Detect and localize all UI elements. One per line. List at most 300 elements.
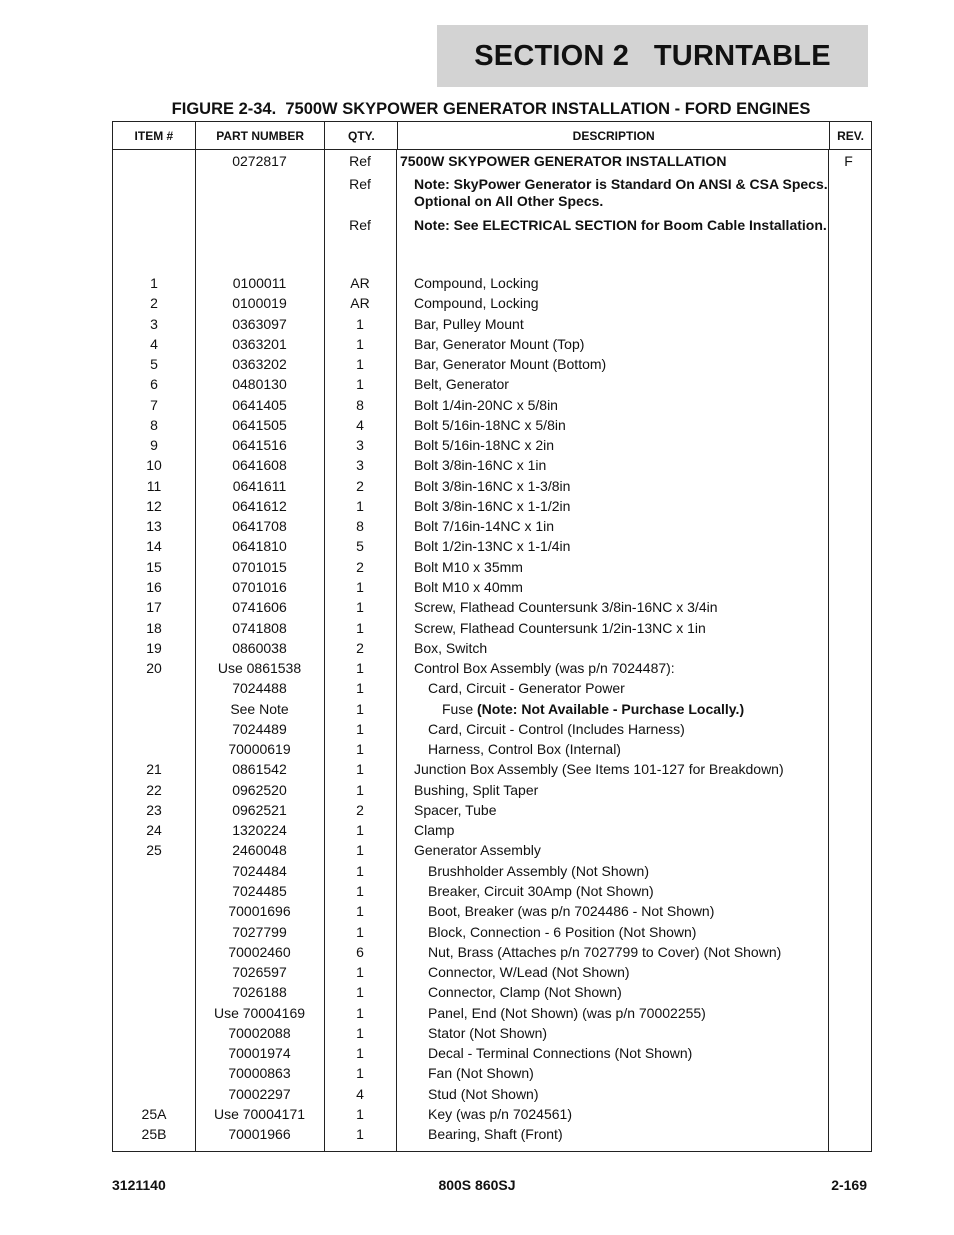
table-row <box>113 375 871 395</box>
cell-item: 4 <box>150 335 158 352</box>
cell-part-number: 70000619 <box>228 741 291 758</box>
description-text: Box, Switch <box>414 639 488 656</box>
cell-description <box>396 841 828 859</box>
cell-qty: 3 <box>356 437 364 454</box>
cell-description <box>396 274 828 292</box>
cell-part-number: Use 70004171 <box>213 1105 306 1122</box>
footer-document-number: 3121140 <box>112 1177 166 1193</box>
cell-part-number: 0641608 <box>232 457 287 474</box>
cell-qty: 1 <box>356 923 364 940</box>
description-text: Compound, Locking <box>414 275 539 291</box>
cell-qty: 6 <box>356 943 364 960</box>
cell-part-number: 0641708 <box>232 518 287 535</box>
table-row <box>113 659 871 679</box>
cell-rev <box>828 841 869 842</box>
table-row <box>113 862 871 882</box>
section-title: SECTION 2 TURNTABLE <box>474 39 831 72</box>
description-text: Bolt 5/16in-18NC x 2in <box>414 437 555 454</box>
description-text: Bar, Generator Mount (Top) <box>414 335 585 352</box>
cell-item <box>113 1004 195 1005</box>
table-row <box>113 578 871 598</box>
description-text: Bolt 1/4in-20NC x 5/8in <box>414 396 558 413</box>
cell-description <box>396 517 828 535</box>
cell-rev <box>828 176 869 214</box>
cell-item: 20 <box>146 660 162 677</box>
cell-rev <box>828 781 869 782</box>
cell-qty: 1 <box>356 984 364 1001</box>
cell-description <box>396 781 828 799</box>
cell-item <box>113 1024 195 1025</box>
cell-rev <box>828 355 869 356</box>
cell-item: 25A <box>141 1105 167 1122</box>
cell-part-number: 0100019 <box>232 295 287 312</box>
cell-part-number: 70001966 <box>228 1126 291 1143</box>
cell-part-number: 7024488 <box>232 680 287 697</box>
cell-rev <box>828 217 869 274</box>
cell-part-number: 7024484 <box>232 862 287 879</box>
cell-rev <box>828 375 869 376</box>
cell-part-number: 0363097 <box>232 315 287 332</box>
description-text: Breaker, Circuit 30Amp (Not Shown) <box>428 882 654 899</box>
cell-description <box>396 619 828 637</box>
cell-item <box>113 1064 195 1065</box>
table-row <box>113 497 871 517</box>
cell-item: 1 <box>150 275 158 291</box>
cell-rev <box>828 1125 869 1126</box>
description-text: Bushing, Split Taper <box>414 781 539 798</box>
cell-part-number: 7026188 <box>232 984 287 1001</box>
description-text: Clamp <box>414 822 455 839</box>
cell-qty: 1 <box>356 741 364 758</box>
description-text: Bar, Pulley Mount <box>414 315 524 332</box>
description-text: Bolt 1/2in-13NC x 1-1/4in <box>414 538 571 555</box>
description-text: Generator Assembly <box>414 842 541 859</box>
table-row <box>113 477 871 497</box>
cell-item: 19 <box>146 639 162 656</box>
cell-item <box>113 679 195 680</box>
cell-rev <box>828 497 869 498</box>
cell-rev <box>828 1044 869 1045</box>
cell-part-number: 0641611 <box>232 477 287 494</box>
cell-part-number: 70000863 <box>228 1065 291 1082</box>
cell-qty: 1 <box>356 903 364 920</box>
cell-part-number <box>195 217 324 274</box>
cell-description <box>396 1064 828 1082</box>
table-row <box>113 740 871 760</box>
cell-part-number: 0962520 <box>232 781 287 798</box>
cell-part-number <box>195 176 324 214</box>
cell-qty: 1 <box>356 842 364 859</box>
cell-rev <box>828 315 869 316</box>
cell-part-number: 0480130 <box>232 376 287 393</box>
cell-rev <box>828 578 869 579</box>
table-header <box>113 122 871 150</box>
cell-part-number: 0641505 <box>232 416 287 433</box>
cell-qty: 1 <box>356 578 364 595</box>
cell-item <box>113 963 195 964</box>
cell-description <box>396 943 828 961</box>
description-text: Compound, Locking <box>414 295 539 312</box>
cell-item <box>113 923 195 924</box>
cell-description <box>396 375 828 393</box>
cell-item: 25B <box>141 1126 167 1143</box>
cell-description <box>396 740 828 758</box>
cell-qty: 1 <box>356 619 364 636</box>
table-row <box>113 760 871 780</box>
cell-part-number: 70001696 <box>228 903 291 920</box>
description-text: Bolt 5/16in-18NC x 5/8in <box>414 416 566 433</box>
cell-rev <box>828 923 869 924</box>
table-row <box>113 315 871 335</box>
table-row <box>113 1044 871 1064</box>
cell-qty: 1 <box>356 335 364 352</box>
table-note-row <box>113 214 871 274</box>
cell-description <box>396 1085 828 1103</box>
cell-item: 9 <box>150 437 158 454</box>
table-row <box>113 456 871 476</box>
cell-rev <box>828 456 869 457</box>
cell-item: 16 <box>146 578 162 595</box>
description-text: Bolt M10 x 40mm <box>414 578 523 595</box>
figure-title: FIGURE 2-34. 7500W SKYPOWER GENERATOR INSTALLATION - FORD ENGINES <box>171 100 811 118</box>
cell-part-number: 0741606 <box>232 599 287 616</box>
cell-rev <box>828 294 869 295</box>
description-text: Bolt 3/8in-16NC x 1-3/8in <box>414 477 571 494</box>
description-text: Decal - Terminal Connections (Not Shown) <box>428 1045 693 1062</box>
cell-item <box>113 153 195 173</box>
cell-description <box>396 578 828 596</box>
table-row <box>113 335 871 355</box>
cell-part-number: 7024485 <box>232 882 287 899</box>
description-text: Boot, Breaker (was p/n 7024486 - Not Shown) <box>428 903 715 920</box>
table-row <box>113 1024 871 1044</box>
description-text: Card, Circuit - Control (Includes Harness) <box>428 720 685 737</box>
cell-description <box>396 639 828 657</box>
cell-description <box>396 598 828 616</box>
description-text: Connector, Clamp (Not Shown) <box>428 984 622 1001</box>
table-note-row <box>113 173 871 214</box>
cell-item: 12 <box>146 497 162 514</box>
cell-rev <box>828 1004 869 1005</box>
cell-description <box>396 700 828 718</box>
cell-rev <box>828 558 869 559</box>
table-row <box>113 294 871 314</box>
cell-description <box>396 963 828 981</box>
table-row <box>113 396 871 416</box>
cell-qty: 1 <box>356 822 364 839</box>
cell-description <box>396 355 828 373</box>
description-note: (Note: Not Available - Purchase Locally.) <box>477 700 745 717</box>
cell-description <box>396 902 828 920</box>
description-text: Connector, W/Lead (Not Shown) <box>428 964 630 981</box>
cell-item: 13 <box>146 518 162 535</box>
cell-rev <box>828 436 869 437</box>
cell-rev <box>828 416 869 417</box>
table-row <box>113 781 871 801</box>
description-text: Card, Circuit - Generator Power <box>428 680 625 697</box>
cell-rev <box>828 659 869 660</box>
cell-rev <box>828 477 869 478</box>
table-row <box>113 1004 871 1024</box>
cell-part-number: 0363201 <box>232 335 287 352</box>
cell-rev <box>828 801 869 802</box>
cell-item <box>113 217 195 274</box>
cell-rev <box>828 335 869 336</box>
cell-item: 11 <box>146 477 162 494</box>
cell-rev <box>828 943 869 944</box>
description-text: Bolt M10 x 35mm <box>414 558 523 575</box>
column-header-part-number: PART NUMBER <box>196 122 326 149</box>
cell-rev <box>828 274 869 275</box>
cell-qty: 1 <box>356 1065 364 1082</box>
cell-rev <box>828 862 869 863</box>
cell-description <box>396 1105 828 1123</box>
cell-qty: 1 <box>356 720 364 737</box>
cell-description <box>396 983 828 1001</box>
cell-item: 18 <box>146 619 162 636</box>
cell-item: 5 <box>150 356 158 373</box>
cell-description <box>396 1125 828 1143</box>
table-row <box>113 1085 871 1105</box>
description-text: Control Box Assembly (was p/n 7024487): <box>414 660 675 677</box>
cell-part-number: 7024489 <box>232 720 287 737</box>
cell-qty: 1 <box>356 1105 364 1122</box>
cell-description <box>396 335 828 353</box>
cell-item: 14 <box>146 538 162 555</box>
description-text: Spacer, Tube <box>414 801 497 818</box>
cell-qty: 1 <box>356 1045 364 1062</box>
cell-part-number: 0962521 <box>232 801 287 818</box>
section-header <box>437 25 868 87</box>
cell-item: 23 <box>146 801 162 818</box>
cell-qty: 5 <box>356 538 364 555</box>
cell-description <box>396 396 828 414</box>
cell-description <box>396 537 828 555</box>
cell-qty: 1 <box>356 599 364 616</box>
cell-rev <box>828 639 869 640</box>
cell-rev <box>828 1085 869 1086</box>
cell-description <box>396 1044 828 1062</box>
cell-part-number: 70002460 <box>228 943 291 960</box>
cell-qty: 2 <box>356 639 364 656</box>
description-text: Fan (Not Shown) <box>428 1065 534 1082</box>
cell-description <box>396 416 828 434</box>
description-text: Bearing, Shaft (Front) <box>428 1126 563 1143</box>
cell-qty: AR <box>350 275 370 291</box>
cell-qty: 1 <box>356 680 364 697</box>
table-row <box>113 1125 871 1145</box>
description-text: Block, Connection - 6 Position (Not Shown) <box>428 923 697 940</box>
cell-item: 6 <box>150 376 158 393</box>
cell-qty: 1 <box>356 882 364 899</box>
table-row <box>113 558 871 578</box>
cell-rev <box>828 619 869 620</box>
cell-rev <box>828 598 869 599</box>
table-row <box>113 963 871 983</box>
cell-qty: 1 <box>356 660 364 677</box>
table-row <box>113 943 871 963</box>
cell-item <box>113 882 195 883</box>
cell-qty: 1 <box>356 356 364 373</box>
table-row <box>113 1064 871 1084</box>
table-row <box>113 983 871 1003</box>
cell-description <box>396 882 828 900</box>
cell-description <box>396 801 828 819</box>
cell-rev <box>828 902 869 903</box>
description-text: Stud (Not Shown) <box>428 1085 539 1102</box>
cell-qty: 1 <box>356 964 364 981</box>
cell-part-number: See Note <box>230 700 289 717</box>
cell-description <box>396 679 828 697</box>
description-text: Stator (Not Shown) <box>428 1024 548 1041</box>
description-text: Bolt 7/16in-14NC x 1in <box>414 518 555 535</box>
table-row <box>113 619 871 639</box>
cell-item: 17 <box>146 599 162 616</box>
cell-part-number: Use 0861538 <box>217 660 302 677</box>
cell-qty: 1 <box>356 497 364 514</box>
cell-qty: 3 <box>356 457 364 474</box>
cell-item <box>113 983 195 984</box>
cell-qty: 1 <box>356 781 364 798</box>
table-note-row <box>113 150 871 173</box>
cell-item: 10 <box>146 457 162 474</box>
table-row <box>113 274 871 294</box>
table-row <box>113 639 871 659</box>
table-row <box>113 821 871 841</box>
cell-qty: 4 <box>356 1085 364 1102</box>
cell-description <box>396 294 828 312</box>
table-row <box>113 720 871 740</box>
description-text: Bar, Generator Mount (Bottom) <box>414 356 607 373</box>
cell-part-number: 0741808 <box>232 619 287 636</box>
cell-item <box>113 740 195 741</box>
column-header-item: ITEM # <box>113 122 196 149</box>
table-row <box>113 517 871 537</box>
cell-description <box>396 456 828 474</box>
table-row <box>113 598 871 618</box>
cell-rev <box>828 1024 869 1025</box>
cell-item: 8 <box>150 416 158 433</box>
cell-part-number: 0701015 <box>232 558 287 575</box>
table-row <box>113 436 871 456</box>
cell-item <box>113 176 195 214</box>
cell-part-number: 0701016 <box>232 578 287 595</box>
cell-item: 25 <box>146 842 162 859</box>
cell-part-number: 70002088 <box>228 1024 291 1041</box>
cell-qty: 1 <box>356 700 364 717</box>
table-row <box>113 923 871 943</box>
cell-item <box>113 1085 195 1086</box>
table-row <box>113 801 871 821</box>
cell-item <box>113 902 195 903</box>
cell-part-number: 0861542 <box>232 761 287 778</box>
cell-item: 21 <box>146 761 162 778</box>
table-row <box>113 679 871 699</box>
cell-item: 24 <box>146 822 162 839</box>
cell-item: 2 <box>150 295 158 312</box>
cell-qty: 2 <box>356 558 364 575</box>
cell-description: Note: SkyPower Generator is Standard On ANSI & CSA Specs. Optional on All Other Specs. <box>414 176 828 209</box>
cell-qty: Ref <box>349 153 371 169</box>
cell-rev <box>828 740 869 741</box>
cell-description <box>396 659 828 677</box>
description-text: Junction Box Assembly (See Items 101-127 for Breakdown) <box>414 761 784 778</box>
cell-rev <box>828 679 869 680</box>
cell-rev <box>828 700 869 701</box>
cell-rev <box>828 1105 869 1106</box>
cell-part-number: 0363202 <box>232 356 287 373</box>
column-header-qty: QTY. <box>325 122 398 149</box>
cell-item: 7 <box>150 396 158 413</box>
cell-item <box>113 862 195 863</box>
cell-description: 7500W SKYPOWER GENERATOR INSTALLATION <box>400 153 727 169</box>
cell-description <box>396 477 828 495</box>
cell-item: 22 <box>146 781 162 798</box>
cell-item <box>113 720 195 721</box>
cell-rev <box>828 396 869 397</box>
cell-description <box>396 436 828 454</box>
cell-description <box>396 1004 828 1022</box>
column-header-rev: REV. <box>837 128 864 143</box>
cell-item <box>113 1044 195 1045</box>
table-row <box>113 416 871 436</box>
cell-rev <box>828 882 869 883</box>
cell-item: 15 <box>146 558 162 575</box>
cell-description <box>396 1024 828 1042</box>
parts-table <box>112 121 872 1152</box>
description-text: Brushholder Assembly (Not Shown) <box>428 862 649 879</box>
description-text: Fuse <box>442 700 478 717</box>
cell-description: Note: See ELECTRICAL SECTION for Boom Cable Installation. <box>414 217 827 233</box>
footer-model: 800S 860SJ <box>438 1177 516 1193</box>
table-row <box>113 700 871 720</box>
cell-qty: 1 <box>356 1004 364 1021</box>
cell-part-number: 7026597 <box>232 964 287 981</box>
table-row <box>113 841 871 861</box>
cell-part-number: 0100011 <box>232 275 287 291</box>
cell-part-number: 0641612 <box>232 497 287 514</box>
cell-rev <box>828 983 869 984</box>
description-text: Key (was p/n 7024561) <box>428 1105 572 1122</box>
cell-rev <box>828 1064 869 1065</box>
table-row <box>113 902 871 922</box>
cell-description <box>396 821 828 839</box>
cell-description <box>396 315 828 333</box>
cell-part-number: 7027799 <box>232 923 287 940</box>
description-text: Nut, Brass (Attaches p/n 7027799 to Cover) (Not Shown) <box>428 943 782 960</box>
cell-part-number: 0641810 <box>232 538 287 555</box>
table-body <box>113 150 871 1151</box>
cell-qty: 1 <box>356 1024 364 1041</box>
description-text: Bolt 3/8in-16NC x 1in <box>414 457 547 474</box>
table-row <box>113 537 871 557</box>
table-row <box>113 882 871 902</box>
description-text: Screw, Flathead Countersunk 3/8in-16NC x 3/4in <box>414 599 718 616</box>
cell-rev <box>828 537 869 538</box>
cell-description <box>396 862 828 880</box>
description-text: Belt, Generator <box>414 376 509 393</box>
cell-qty: 1 <box>356 315 364 332</box>
cell-description <box>396 760 828 778</box>
cell-qty: 8 <box>356 396 364 413</box>
cell-description <box>396 558 828 576</box>
cell-rev <box>828 821 869 822</box>
cell-qty: 1 <box>356 1126 364 1143</box>
cell-description <box>396 923 828 941</box>
cell-rev <box>828 720 869 721</box>
footer-page-number: 2-169 <box>831 1177 867 1193</box>
cell-part-number: 70002297 <box>228 1085 291 1102</box>
